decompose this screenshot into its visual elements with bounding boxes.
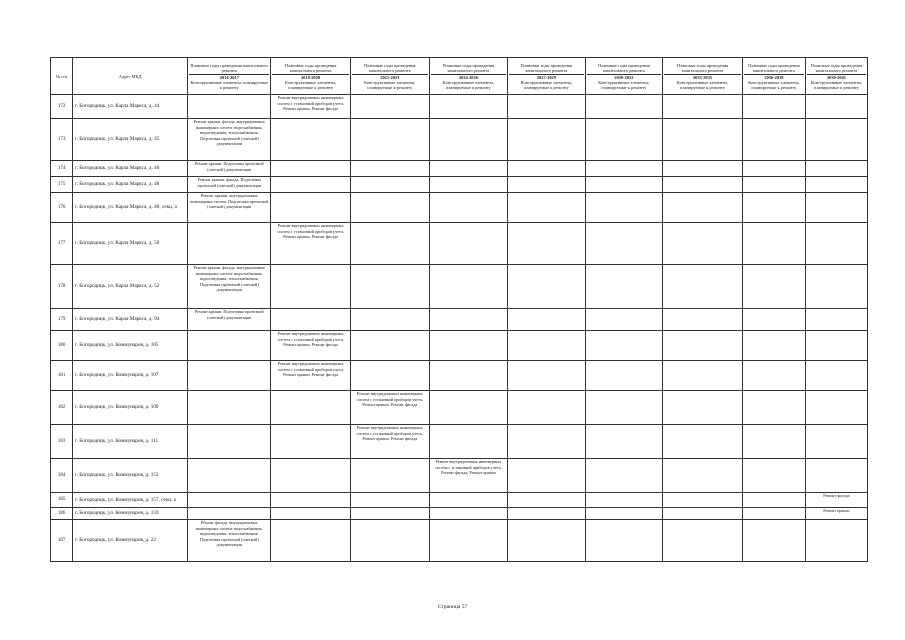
period-years: 2039-2041 [826, 74, 846, 80]
row-planned-works [663, 161, 743, 177]
row-planned-works [350, 193, 429, 223]
row-planned-works [508, 309, 585, 331]
row-planned-works [508, 177, 585, 193]
row-address: г. Богородицк, ул. Карла Маркса, д. 94 [73, 309, 188, 331]
row-planned-works [663, 119, 743, 161]
row-planned-works [663, 493, 743, 508]
row-planned-works [742, 119, 805, 161]
period-caption: Плановые годы проведения капитального ремонта [744, 63, 804, 75]
row-planned-works: Ремонт фасада [805, 493, 867, 508]
row-planned-works [271, 119, 351, 161]
row-planned-works [271, 459, 351, 493]
row-planned-works: Ремонт фасада, внутридомовых инженерных систем: водоснабжения, водоотведения, теплоснабжения. Подготовка проектной (сметной) документации [188, 520, 271, 562]
row-number: 173 [51, 119, 73, 161]
table-row [51, 508, 868, 520]
row-planned-works [350, 361, 429, 391]
period-subheader: Конструктивные элементы, планируемые к ремонту [520, 79, 573, 90]
capital-repair-table [50, 57, 868, 562]
row-planned-works [271, 520, 351, 562]
table-header-row [51, 58, 868, 95]
row-planned-works [585, 459, 662, 493]
row-planned-works [508, 508, 585, 520]
row-planned-works [429, 177, 508, 193]
period-caption: Плановые годы проведения капитального ремонта [352, 63, 428, 75]
period-years: 2018-2020 [301, 74, 321, 80]
row-planned-works [350, 223, 429, 265]
period-caption: Плановые годы проведения капитального ремонта [431, 63, 507, 75]
row-planned-works [805, 95, 867, 119]
column-header-period [585, 58, 662, 95]
row-planned-works [429, 331, 508, 361]
period-subheader: Конструктивные элементы, планируемые к ремонту [285, 79, 337, 90]
row-planned-works: Ремонт внутридомовых инженерных систем с установкой приборов учета, Ремонт крыши, Ремонт фасада [350, 425, 429, 459]
row-number: 178 [51, 265, 73, 309]
column-header-period [350, 58, 429, 95]
row-address: г. Богородицк, ул. Коммунаров, д. 153 [73, 459, 188, 493]
row-planned-works [742, 425, 805, 459]
row-planned-works [429, 95, 508, 119]
period-years: 2024-2026 [458, 74, 478, 80]
row-planned-works: Ремонт внутридомовых инженерных систем с установкой приборов учета, Ремонт крыши, Ремонт фасада [350, 391, 429, 425]
table-row [51, 223, 868, 265]
table-body [51, 95, 868, 562]
period-years: 2027-2029 [536, 74, 556, 80]
period-caption: Плановые годы проведения капитального ремонта [807, 63, 866, 75]
table-row [51, 309, 868, 331]
row-planned-works [742, 309, 805, 331]
row-planned-works [663, 508, 743, 520]
row-planned-works [350, 119, 429, 161]
row-planned-works [805, 425, 867, 459]
row-planned-works [585, 119, 662, 161]
table-row [51, 95, 868, 119]
row-address: г. Богородицк, ул. Коммунаров, д. 111 [73, 425, 188, 459]
row-planned-works: Ремонт внутридомовых инженерных систем с установкой приборов учета, Ремонт крыши, Ремонт фасада [271, 331, 351, 361]
period-subheader: Конструктивные элементы, планируемые к ремонту [598, 79, 650, 90]
row-planned-works [585, 193, 662, 223]
row-planned-works: Ремонт крыши, внутридомовых инженерных систем. Подготовка проектной (сметной) документации [188, 193, 271, 223]
row-planned-works [429, 193, 508, 223]
row-address: г. Богородицк, ул. Коммунаров, д. 109 [73, 391, 188, 425]
row-planned-works [350, 309, 429, 331]
row-planned-works [508, 391, 585, 425]
page-number: Страница 57 [437, 604, 468, 610]
row-number: 187 [51, 520, 73, 562]
row-planned-works: Ремонт крыши. Подготовка проектной (сметной) документации [188, 161, 271, 177]
column-header-period [188, 58, 271, 95]
period-years: 2021-2023 [380, 74, 400, 80]
period-years: 2030-2032 [614, 74, 634, 80]
row-planned-works [663, 361, 743, 391]
row-planned-works [188, 223, 271, 265]
row-planned-works: Ремонт внутридомовых инженерных систем с установкой приборов учета, Ремонт крыши, Ремонт фасада [271, 95, 351, 119]
row-planned-works [663, 425, 743, 459]
row-planned-works [742, 361, 805, 391]
row-planned-works [742, 161, 805, 177]
period-caption: Плановые годы проведения капитального ремонта [587, 63, 661, 75]
row-planned-works [188, 493, 271, 508]
row-address: г. Богородицк, ул. Коммунаров, д. 22 [73, 520, 188, 562]
row-planned-works [805, 177, 867, 193]
table-row [51, 425, 868, 459]
row-planned-works: Ремонт крыши, фасада, внутридомовых инженерных систем: водоснабжения, водоотведения, теплоснабжения. Подготовка проектной (сметной) документации [188, 119, 271, 161]
row-planned-works [742, 493, 805, 508]
column-header-period [508, 58, 585, 95]
row-planned-works [271, 265, 351, 309]
row-planned-works [188, 425, 271, 459]
row-planned-works [429, 119, 508, 161]
row-planned-works [663, 177, 743, 193]
row-planned-works [663, 265, 743, 309]
row-planned-works [663, 459, 743, 493]
row-planned-works [585, 425, 662, 459]
row-planned-works [805, 361, 867, 391]
row-planned-works [429, 508, 508, 520]
row-planned-works [429, 425, 508, 459]
row-number: 175 [51, 177, 73, 193]
table-row [51, 391, 868, 425]
row-number: 184 [51, 459, 73, 493]
table-row [51, 520, 868, 562]
row-planned-works [350, 493, 429, 508]
row-planned-works [742, 95, 805, 119]
row-planned-works [429, 223, 508, 265]
row-planned-works [663, 309, 743, 331]
row-planned-works [805, 265, 867, 309]
row-planned-works [271, 309, 351, 331]
row-planned-works [350, 177, 429, 193]
row-planned-works [429, 520, 508, 562]
row-number: 180 [51, 331, 73, 361]
row-planned-works [805, 161, 867, 177]
row-number: 183 [51, 425, 73, 459]
period-caption: Плановые годы проведения капитального ремонта [272, 63, 349, 75]
row-planned-works [585, 223, 662, 265]
row-planned-works [742, 331, 805, 361]
row-planned-works [508, 520, 585, 562]
row-address: г. Богородицк, ул. Коммунаров, д. 107 [73, 361, 188, 391]
row-address: г. Богородицк, ул. Коммунаров, д. 105 [73, 331, 188, 361]
row-planned-works [663, 95, 743, 119]
row-planned-works [742, 177, 805, 193]
row-planned-works [742, 223, 805, 265]
row-address: г. Богородицк, ул. Коммунаров, д. 157, секц. а [73, 493, 188, 508]
row-planned-works [188, 508, 271, 520]
table-row [51, 119, 868, 161]
column-header-period [742, 58, 805, 95]
column-header-period [271, 58, 351, 95]
row-planned-works [271, 161, 351, 177]
row-number: 186 [51, 508, 73, 520]
row-planned-works [188, 459, 271, 493]
row-planned-works [663, 520, 743, 562]
row-planned-works [585, 493, 662, 508]
row-planned-works [508, 95, 585, 119]
table-row [51, 331, 868, 361]
row-planned-works [271, 193, 351, 223]
column-header-period [805, 58, 867, 95]
period-years: 2033-2035 [692, 74, 712, 80]
row-planned-works [188, 391, 271, 425]
row-planned-works [350, 161, 429, 177]
row-planned-works [508, 459, 585, 493]
row-planned-works [585, 177, 662, 193]
row-planned-works [585, 95, 662, 119]
row-planned-works: Ремонт крыши [805, 508, 867, 520]
column-header-period [663, 58, 743, 95]
row-planned-works [805, 520, 867, 562]
row-planned-works [585, 391, 662, 425]
row-planned-works [508, 265, 585, 309]
row-address: г. Богородицк, ул. Коммунаров, д. 159 [73, 508, 188, 520]
row-planned-works [350, 95, 429, 119]
period-years: 2014-2017 [219, 74, 239, 80]
row-planned-works [585, 265, 662, 309]
row-planned-works [429, 265, 508, 309]
row-planned-works [742, 508, 805, 520]
row-number: 172 [51, 95, 73, 119]
row-planned-works [508, 493, 585, 508]
row-planned-works [429, 161, 508, 177]
table-row [51, 493, 868, 508]
row-number: 176 [51, 193, 73, 223]
row-planned-works [663, 391, 743, 425]
period-subheader: Конструктивные элементы, планируемые к ремонту [748, 79, 800, 90]
row-planned-works [350, 459, 429, 493]
row-number: 185 [51, 493, 73, 508]
row-planned-works [742, 193, 805, 223]
period-caption: Плановые годы проведения капитального ремонта [190, 62, 269, 73]
table-row [51, 161, 868, 177]
row-address: г. Богородицк, ул. Карла Маркса, д. 46 [73, 161, 188, 177]
table-row [51, 361, 868, 391]
row-planned-works [508, 193, 585, 223]
row-planned-works [805, 223, 867, 265]
row-planned-works: Ремонт крыши. Подготовка проектной (сметной) документации [188, 309, 271, 331]
row-planned-works [805, 459, 867, 493]
row-planned-works [742, 265, 805, 309]
row-planned-works [508, 425, 585, 459]
row-planned-works [429, 391, 508, 425]
period-caption: Плановые годы проведения капитального ремонта [664, 63, 741, 75]
row-address: г. Богородицк, ул. Карла Маркса, д. 50 [73, 223, 188, 265]
row-planned-works [805, 309, 867, 331]
row-planned-works [805, 193, 867, 223]
row-planned-works [188, 361, 271, 391]
row-planned-works [350, 508, 429, 520]
row-number: 182 [51, 391, 73, 425]
row-planned-works [508, 331, 585, 361]
row-address: г. Богородицк, ул. Карла Маркса, д. 48, секц. а [73, 193, 188, 223]
row-planned-works [663, 193, 743, 223]
row-planned-works [663, 331, 743, 361]
row-planned-works [271, 493, 351, 508]
period-subheader: Конструктивные элементы, планируемые к ремонту [442, 79, 494, 90]
row-planned-works [188, 95, 271, 119]
row-planned-works [271, 391, 351, 425]
row-planned-works [350, 265, 429, 309]
row-planned-works [585, 520, 662, 562]
period-subheader: Конструктивные элементы, планируемые к ремонту [190, 79, 268, 90]
row-planned-works [585, 161, 662, 177]
row-planned-works: Ремонт внутридомовых инженерных систем с установкой приборов учета, Ремонт крыши, Ремонт фасада [271, 223, 351, 265]
period-subheader: Конструктивные элементы, планируемые к ремонту [364, 79, 416, 90]
column-header-period [429, 58, 508, 95]
row-planned-works: Ремонт внутридомовых инженерных систем с установкой приборов учета, Ремонт крыши, Ремонт фасада [271, 361, 351, 391]
row-planned-works [508, 361, 585, 391]
row-planned-works: Ремонт внутридомовых инженерных систем с установкой приборов учета, Ремонт фасада, Ремонт крыши [429, 459, 508, 493]
period-caption: Плановые годы проведения капитального ремонта [509, 63, 583, 75]
row-planned-works [188, 331, 271, 361]
row-planned-works [429, 309, 508, 331]
column-header-num: № п/п [51, 58, 73, 95]
row-planned-works [805, 391, 867, 425]
row-planned-works [585, 331, 662, 361]
row-number: 174 [51, 161, 73, 177]
period-subheader: Конструктивные элементы, планируемые к ремонту [676, 79, 729, 90]
row-address: г. Богородицк, ул. Карла Маркса, д. 45 [73, 119, 188, 161]
row-planned-works [508, 223, 585, 265]
row-planned-works [271, 508, 351, 520]
row-planned-works [508, 119, 585, 161]
row-planned-works [805, 331, 867, 361]
row-planned-works [271, 425, 351, 459]
column-header-address: Адрес МКД [73, 58, 188, 95]
row-address: г. Богородицк, ул. Карла Маркса, д. 52 [73, 265, 188, 309]
row-planned-works [585, 361, 662, 391]
row-planned-works [585, 508, 662, 520]
row-address: г. Богородицк, ул. Карла Маркса, д. 44 [73, 95, 188, 119]
row-number: 179 [51, 309, 73, 331]
row-planned-works [585, 309, 662, 331]
row-address: г. Богородицк, ул. Карла Маркса, д. 48 [73, 177, 188, 193]
period-years: 2036-2038 [764, 74, 784, 80]
row-planned-works [508, 161, 585, 177]
row-number: 181 [51, 361, 73, 391]
row-planned-works [350, 520, 429, 562]
row-planned-works [350, 331, 429, 361]
row-planned-works [742, 520, 805, 562]
row-number: 177 [51, 223, 73, 265]
row-planned-works: Ремонт крыши, фасада. Подготовка проектной (сметной) документации [188, 177, 271, 193]
row-planned-works [742, 391, 805, 425]
table-row [51, 459, 868, 493]
table-row [51, 193, 868, 223]
row-planned-works [805, 119, 867, 161]
row-planned-works [663, 223, 743, 265]
row-planned-works [271, 177, 351, 193]
table-row [51, 265, 868, 309]
table-row [51, 177, 868, 193]
period-subheader: Конструктивные элементы, планируемые к ремонту [810, 79, 863, 90]
row-planned-works [429, 361, 508, 391]
row-planned-works: Ремонт крыши, фасада, внутридомовых инженерных систем: водоснабжения, водоотведения, теплоснабжения. Подготовка проектной (сметной) документации [188, 265, 271, 309]
row-planned-works [429, 493, 508, 508]
row-planned-works [742, 459, 805, 493]
